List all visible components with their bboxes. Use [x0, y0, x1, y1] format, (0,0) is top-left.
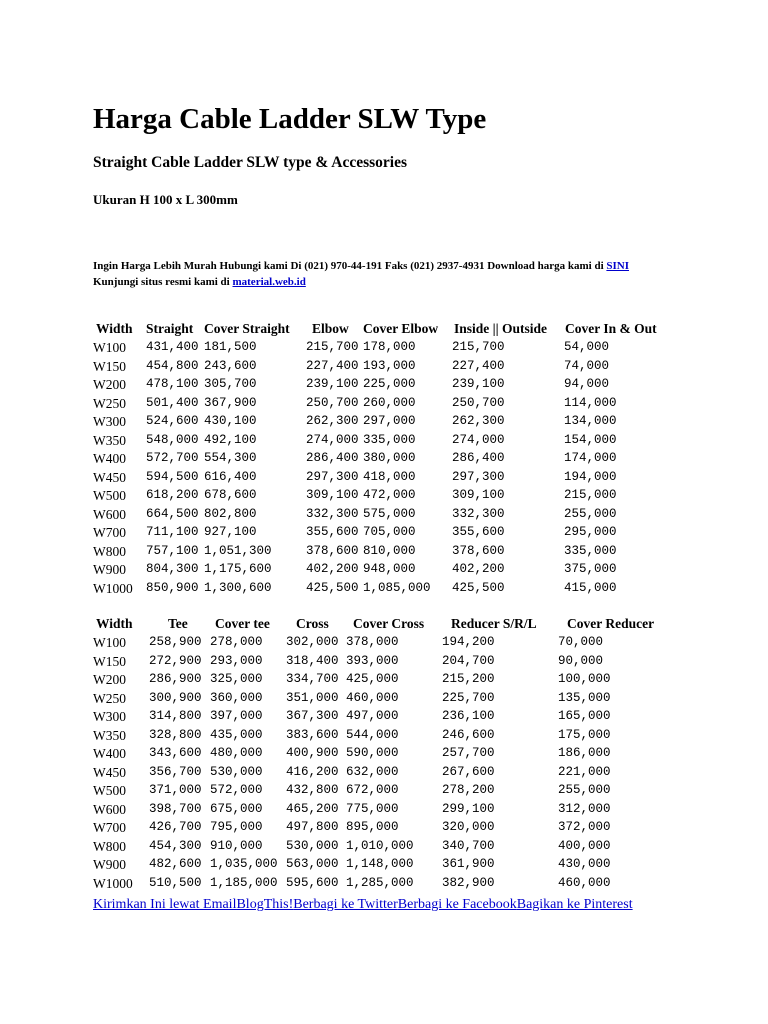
table-cell: 618,200 [146, 488, 199, 502]
table-cell: 334,700 [286, 672, 339, 686]
column-header: Cover Straight [204, 321, 290, 336]
table-cell: 215,700 [452, 340, 505, 354]
table-cell: 398,700 [149, 801, 202, 816]
table-cell: 215,000 [564, 488, 617, 502]
table-cell: 1,148,000 [346, 857, 414, 871]
table-cell: 255,000 [558, 783, 611, 797]
table-cell: 204,700 [442, 653, 495, 668]
table-cell: 293,000 [210, 653, 263, 668]
table-cell: 492,100 [204, 432, 257, 447]
table-cell: W600 [93, 801, 126, 817]
table-cell: 705,000 [363, 525, 416, 539]
table-cell: 465,200 [286, 801, 339, 816]
table-cell: W250 [93, 690, 126, 706]
table-cell: 948,000 [363, 562, 416, 576]
table-cell: 804,300 [146, 562, 199, 576]
table-cell: 757,100 [146, 543, 199, 558]
table-cell: 430,100 [204, 414, 257, 428]
table-cell: 431,400 [146, 340, 199, 354]
table-cell: 181,500 [204, 340, 257, 354]
table-cell: W1000 [93, 875, 133, 891]
table-cell: 397,000 [210, 709, 263, 723]
table-cell: 178,000 [363, 340, 416, 354]
table-cell: 910,000 [210, 838, 263, 853]
table-cell: 454,300 [149, 838, 202, 853]
table-cell: 378,600 [306, 543, 359, 558]
table-cell: 1,051,300 [204, 543, 272, 558]
table-cell: 1,035,000 [210, 857, 278, 871]
table-cell: 227,400 [452, 358, 505, 373]
table-cell: 383,600 [286, 727, 339, 742]
table-cell: 572,700 [146, 451, 199, 465]
table-cell: 320,000 [442, 820, 495, 834]
table-cell: W1000 [93, 580, 133, 596]
table-cell: 480,000 [210, 746, 263, 760]
table-cell: 257,700 [442, 746, 495, 760]
table-cell: 54,000 [564, 340, 610, 354]
table-cell: W500 [93, 783, 126, 798]
table-cell: 295,000 [564, 525, 617, 539]
table-cell: W450 [93, 469, 126, 485]
table-cell: 70,000 [558, 635, 604, 649]
table-cell: 402,200 [306, 562, 359, 576]
table-cell: 501,400 [146, 395, 199, 410]
table-cell: W700 [93, 525, 126, 540]
table-cell: 225,700 [442, 690, 495, 705]
table-cell: 355,600 [452, 525, 505, 539]
table-cell: 221,000 [558, 764, 611, 779]
table-cell: 415,000 [564, 580, 617, 595]
table-cell: 243,600 [204, 358, 257, 373]
table-cell: 194,000 [564, 469, 617, 484]
table-cell: 227,400 [306, 358, 359, 373]
table-cell: 74,000 [564, 358, 610, 373]
table-cell: 810,000 [363, 543, 416, 558]
table-cell: 332,300 [452, 506, 505, 521]
table-cell: 239,100 [306, 377, 359, 391]
table-cell: 460,000 [346, 690, 399, 705]
table-cell: 664,500 [146, 506, 199, 521]
column-header: Reducer S/R/L [451, 616, 537, 631]
column-header: Cover Reducer [567, 616, 655, 631]
table-cell: 554,300 [204, 451, 257, 465]
table-cell: 616,400 [204, 469, 257, 484]
subtitle: Straight Cable Ladder SLW type & Accessories [93, 154, 408, 171]
column-header: Inside || Outside [454, 321, 547, 336]
table-cell: 1,085,000 [363, 580, 431, 595]
column-header: Elbow [312, 321, 349, 336]
table-cell: W350 [93, 432, 126, 448]
table-cell: 258,900 [149, 635, 202, 649]
table-cell: 286,400 [306, 451, 359, 465]
column-header: Tee [168, 616, 188, 631]
table-cell: W200 [93, 672, 126, 687]
table-cell: 510,500 [149, 875, 202, 890]
column-header: Width [96, 321, 133, 336]
table-cell: 895,000 [346, 820, 399, 834]
table-cell: 239,100 [452, 377, 505, 391]
column-header: Straight [146, 321, 194, 336]
table-cell: 250,700 [452, 395, 505, 410]
table-cell: 100,000 [558, 672, 611, 686]
table-cell: 272,900 [149, 653, 202, 668]
share-pinterest-link[interactable]: Bagikan ke Pinterest [516, 897, 633, 912]
table-cell: 250,700 [306, 395, 359, 410]
table-cell: 672,000 [346, 783, 399, 797]
contact-text: Ingin Harga Lebih Murah Hubungi kami Di (021) 970-44-191 Faks (021) 2937-4931 Download harga kami di [93, 260, 607, 272]
table-cell: 154,000 [564, 432, 617, 447]
table-cell: 278,000 [210, 635, 263, 649]
table-cell: 472,000 [363, 488, 416, 502]
size-label: Ukuran H 100 x L 300mm [93, 192, 238, 207]
table-cell: 361,900 [442, 857, 495, 871]
table-cell: 262,300 [306, 414, 359, 428]
table-cell: 297,300 [306, 469, 359, 484]
table-cell: W150 [93, 358, 126, 374]
table-cell: 382,900 [442, 875, 495, 890]
table-cell: 278,200 [442, 783, 495, 797]
table-cell: W600 [93, 506, 126, 522]
table-cell: 215,200 [442, 672, 495, 686]
table-cell: 1,185,000 [210, 875, 278, 890]
table-cell: 775,000 [346, 801, 399, 816]
table-cell: W450 [93, 764, 126, 780]
table-cell: 300,900 [149, 690, 202, 705]
table-cell: 274,000 [306, 432, 359, 447]
share-links [93, 896, 653, 913]
table-cell: 478,100 [146, 377, 199, 391]
table-cell: 262,300 [452, 414, 505, 428]
table-cell: 236,100 [442, 709, 495, 723]
table-cell: 332,300 [306, 506, 359, 521]
column-header: Cover Cross [353, 616, 425, 631]
table-cell: W250 [93, 395, 126, 411]
table-cell: 416,200 [286, 764, 339, 779]
table-cell: 312,000 [558, 801, 611, 816]
table-cell: 286,400 [452, 451, 505, 465]
table-cell: 175,000 [558, 727, 611, 742]
table-cell: 372,000 [558, 820, 611, 834]
table-cell: 325,000 [210, 672, 263, 686]
table-cell: 375,000 [564, 562, 617, 576]
table-cell: 371,000 [149, 783, 202, 797]
table-cell: 454,800 [146, 358, 199, 373]
table-cell: 135,000 [558, 690, 611, 705]
table-cell: 378,000 [346, 635, 399, 649]
table-cell: 335,000 [564, 543, 617, 558]
table-cell: 328,800 [149, 727, 202, 742]
table-cell: 426,700 [149, 820, 202, 834]
table-cell: 351,000 [286, 690, 339, 705]
table-cell: 309,100 [306, 488, 359, 502]
table-cell: 267,600 [442, 764, 495, 779]
table-cell: 340,700 [442, 838, 495, 853]
table-cell: 482,600 [149, 857, 202, 871]
table-cell: 632,000 [346, 764, 399, 779]
table-cell: 524,600 [146, 414, 199, 428]
table-cell: 572,000 [210, 783, 263, 797]
table-cell: 134,000 [564, 414, 617, 428]
table-cell: 225,000 [363, 377, 416, 391]
table-cell: 297,000 [363, 414, 416, 428]
table-cell: 356,700 [149, 764, 202, 779]
table-cell: 286,900 [149, 672, 202, 686]
table-cell: 94,000 [564, 377, 610, 391]
table-cell: 355,600 [306, 525, 359, 539]
table-cell: 246,600 [442, 727, 495, 742]
table-cell: 430,000 [558, 857, 611, 871]
table-cell: 594,500 [146, 469, 199, 484]
table-cell: 1,010,000 [346, 838, 414, 853]
table-cell: 927,100 [204, 525, 257, 539]
table-cell: 318,400 [286, 653, 339, 668]
table-cell: 575,000 [363, 506, 416, 521]
table-cell: 795,000 [210, 820, 263, 834]
table-cell: 260,000 [363, 395, 416, 410]
table-cell: 367,900 [204, 395, 257, 410]
table-cell: 255,000 [564, 506, 617, 521]
share-facebook-link[interactable]: Berbagi ke Facebook [397, 897, 517, 912]
table-cell: 335,000 [363, 432, 416, 447]
table-cell: 114,000 [564, 395, 617, 410]
table-cell: W900 [93, 857, 126, 872]
table-cell: W800 [93, 543, 126, 559]
table-cell: 343,600 [149, 746, 202, 760]
table-cell: 460,000 [558, 875, 611, 890]
table-cell: 711,100 [146, 525, 199, 539]
table-cell: W700 [93, 820, 126, 835]
table-cell: 402,200 [452, 562, 505, 576]
table-cell: W200 [93, 377, 126, 392]
page-title: Harga Cable Ladder SLW Type [93, 103, 487, 135]
column-header: Cover Elbow [363, 321, 439, 336]
table-cell: W500 [93, 488, 126, 503]
table-cell: 297,300 [452, 469, 505, 484]
table-cell: W300 [93, 414, 126, 429]
official-site-link[interactable]: material.web.id [232, 276, 306, 288]
table-cell: 165,000 [558, 709, 611, 723]
table-cell: 1,285,000 [346, 875, 414, 890]
table-cell: 425,000 [346, 672, 399, 686]
table-cell: 1,175,600 [204, 562, 272, 576]
table-cell: W150 [93, 653, 126, 669]
table-cell: 90,000 [558, 653, 604, 668]
table-cell: 675,000 [210, 801, 263, 816]
table-cell: 530,000 [286, 838, 339, 853]
table-cell: 360,000 [210, 690, 263, 705]
table-cell: 309,100 [452, 488, 505, 502]
share-blogthis-link[interactable]: BlogThis! [236, 897, 294, 912]
table-cell: W100 [93, 340, 126, 355]
table-cell: 314,800 [149, 709, 202, 723]
table-cell: W800 [93, 838, 126, 854]
column-header: Cover In & Out [565, 321, 657, 336]
table-cell: 367,300 [286, 709, 339, 723]
table-cell: 595,600 [286, 875, 339, 890]
table-cell: 497,800 [286, 820, 339, 834]
table-cell: 1,300,600 [204, 580, 272, 595]
table-cell: 850,900 [146, 580, 199, 595]
table-cell: 563,000 [286, 857, 339, 871]
table-cell: W400 [93, 451, 126, 466]
table-cell: 802,800 [204, 506, 257, 521]
table-cell: 302,000 [286, 635, 339, 649]
table-cell: W300 [93, 709, 126, 724]
column-header: Width [96, 616, 133, 631]
download-link[interactable]: SINI [606, 260, 630, 272]
table-cell: 435,000 [210, 727, 263, 742]
table-cell: 380,000 [363, 451, 416, 465]
table-cell: 425,500 [452, 580, 505, 595]
table-cell: 432,800 [286, 783, 339, 797]
table-cell: 530,000 [210, 764, 263, 779]
table-cell: 194,200 [442, 635, 495, 649]
table-cell: 497,000 [346, 709, 399, 723]
table-cell: 425,500 [306, 580, 359, 595]
table-cell: 590,000 [346, 746, 399, 760]
share-twitter-link[interactable]: Berbagi ke Twitter [293, 897, 398, 912]
table-cell: 548,000 [146, 432, 199, 447]
table-cell: 544,000 [346, 727, 399, 742]
table-cell: 418,000 [363, 469, 416, 484]
contact-info [93, 258, 663, 290]
table-cell: 299,100 [442, 801, 495, 816]
table-cell: 174,000 [564, 451, 617, 465]
table-cell: W100 [93, 635, 126, 650]
table-cell: W350 [93, 727, 126, 743]
table-cell: 193,000 [363, 358, 416, 373]
share-email-link[interactable]: Kirimkan Ini lewat Email [93, 897, 237, 912]
table-cell: 678,600 [204, 488, 257, 502]
table-cell: 215,700 [306, 340, 359, 354]
table-cell: 378,600 [452, 543, 505, 558]
table-cell: 186,000 [558, 746, 611, 760]
table-cell: 393,000 [346, 653, 399, 668]
table-cell: W900 [93, 562, 126, 577]
table-cell: 305,700 [204, 377, 257, 391]
table-cell: W400 [93, 746, 126, 761]
column-header: Cross [296, 616, 329, 631]
column-header: Cover tee [215, 616, 270, 631]
table-cell: 400,900 [286, 746, 339, 760]
table-cell: 274,000 [452, 432, 505, 447]
contact-text-middle: Kunjungi situs resmi kami di [93, 276, 233, 288]
table-cell: 400,000 [558, 838, 611, 853]
